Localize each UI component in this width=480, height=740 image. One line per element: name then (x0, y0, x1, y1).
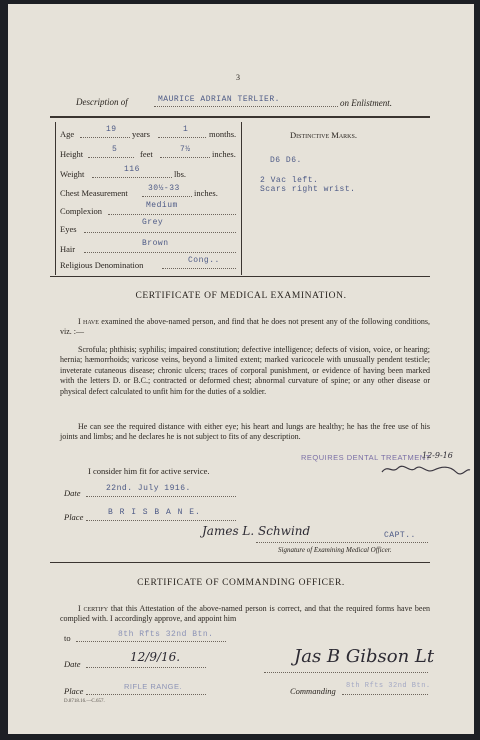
weight-line (92, 177, 172, 178)
marks-line-2: 2 Vac left. (260, 176, 319, 185)
commanding-date-line (86, 667, 206, 668)
religion-line (162, 268, 236, 269)
commanding-statement-text: that this Attestation of the above-named person is correct, and that the required forms have been complied with. I accordingly approve, and appoint him (60, 604, 431, 624)
medical-certificate-title: CERTIFICATE OF MEDICAL EXAMINATION. (135, 291, 347, 301)
form-footer-code: D.8718.16.—C.657. (64, 699, 105, 704)
commanding-first-word: I certify (78, 604, 109, 613)
appoint-unit-value: 8th Rfts 32nd Btn. (118, 630, 214, 639)
appoint-unit-line (76, 641, 226, 642)
complexion-label: Complexion (60, 206, 103, 216)
medical-date-line (86, 496, 236, 497)
header-rule (50, 116, 430, 118)
medical-intro-first-word: I have (78, 317, 99, 326)
height-inches-value: 7½ (180, 145, 191, 154)
name-dotted-line (154, 106, 338, 107)
commanding-unit-value: 8th Rfts 32nd Btn. (346, 682, 431, 690)
inches-label: inches. (212, 149, 236, 159)
years-label: years (132, 129, 150, 139)
medical-officer-rank: CAPT.. (384, 531, 416, 540)
weight-label: Weight (60, 169, 85, 179)
lbs-label: lbs. (174, 169, 187, 179)
religion-value: Cong.. (188, 256, 220, 265)
age-months-value: 1 (183, 125, 189, 134)
medical-date-value: 22nd. July 1916. (106, 484, 191, 493)
on-enlistment-label: on Enlistment. (340, 98, 392, 108)
chest-value: 30½-33 (148, 184, 180, 193)
section-divider-rule (50, 562, 430, 563)
eyes-label: Eyes (60, 224, 77, 234)
feet-label: feet (140, 149, 153, 159)
medical-place-label: Place (64, 512, 84, 522)
medical-place-line (86, 520, 236, 521)
medical-signature-line (256, 542, 428, 543)
marks-line-3: Scars right wrist. (260, 185, 356, 194)
months-label: months. (209, 129, 237, 139)
age-years-line (80, 137, 130, 138)
medical-signature-caption: Signature of Examining Medical Officer. (278, 546, 392, 554)
eyes-line (84, 232, 236, 233)
eyes-value: Grey (142, 218, 164, 227)
commanding-signature-line (264, 672, 428, 673)
commanding-place-label: Place (64, 686, 84, 696)
description-label: Description of (76, 97, 128, 107)
box-bottom-rule (50, 276, 430, 277)
medical-conditions: Scrofula; phthisis; syphilis; impaired constitution; defective intelligence; defects of vision, voice, or hearing; hernia; hæmorrhoids; varicose veins, beyond a limited extent; marked varicocele with unusually pendent testicle; inveterate cutaneous disease; chronic ulcers; traces of corporal punishment, or evidence of having been marked with the letters D. or B.C.; contracted or deformed chest; abnormal curvature of spine; or any other disease or physical defect calculated to unfit him for the duties of a soldier. (60, 345, 430, 396)
fit-statement: I consider him fit for active service. (88, 466, 210, 476)
chest-label: Chest Measurement (60, 188, 128, 198)
commanding-statement (60, 604, 430, 625)
attestation-page (8, 4, 474, 734)
medical-intro (60, 317, 430, 338)
complexion-line (108, 214, 236, 215)
medical-date-label: Date (64, 488, 81, 498)
commanding-unit-line (342, 694, 428, 695)
dental-treatment-stamp: REQUIRES DENTAL TREATMENT (301, 453, 431, 462)
chest-line (142, 196, 192, 197)
age-years-value: 19 (106, 125, 117, 134)
commanding-place-value: RIFLE RANGE. (124, 682, 183, 691)
distinctive-marks-title: Distinctive Marks. (290, 130, 357, 140)
medical-second-paragraph: He can see the required distance with either eye; his heart and lungs are healthy; he has the free use of his joints and limbs; and he declares he is not subject to fits of any description. (60, 422, 430, 442)
page-number: 3 (236, 73, 240, 82)
dental-stamp-date: 12-9-16 (422, 451, 453, 460)
religion-label: Religious Denomination (60, 260, 144, 270)
hair-label: Hair (60, 244, 76, 254)
hair-line (84, 252, 236, 253)
weight-value: 116 (124, 165, 140, 174)
commanding-date-label: Date (64, 659, 81, 669)
dental-initials-signature (380, 462, 472, 481)
age-months-line (158, 137, 206, 138)
height-feet-value: 5 (112, 145, 118, 154)
commanding-place-line (86, 694, 206, 695)
commanding-date-value: 12/9/16. (130, 650, 181, 664)
complexion-value: Medium (146, 201, 178, 210)
height-label: Height (60, 149, 84, 159)
marks-line-1: D6 D6. (270, 156, 302, 165)
commanding-certificate-title: CERTIFICATE OF COMMANDING OFFICER. (137, 578, 345, 588)
commanding-officer-signature: Jas B Gibson Lt (294, 646, 435, 667)
soldier-name: MAURICE ADRIAN TERLIER. (158, 95, 280, 104)
hair-value: Brown (142, 239, 169, 248)
height-feet-line (88, 157, 134, 158)
medical-intro-text: examined the above-named person, and find that he does not present any of the following conditions, viz. :— (60, 317, 431, 337)
chest-unit: inches. (194, 188, 218, 198)
age-label: Age (60, 129, 75, 139)
appoint-to-label: to (64, 633, 71, 643)
medical-officer-signature: James L. Schwind (202, 524, 311, 538)
height-inches-line (160, 157, 210, 158)
medical-place-value: B R I S B A N E. (108, 508, 201, 517)
commanding-title-label: Commanding (290, 686, 336, 696)
